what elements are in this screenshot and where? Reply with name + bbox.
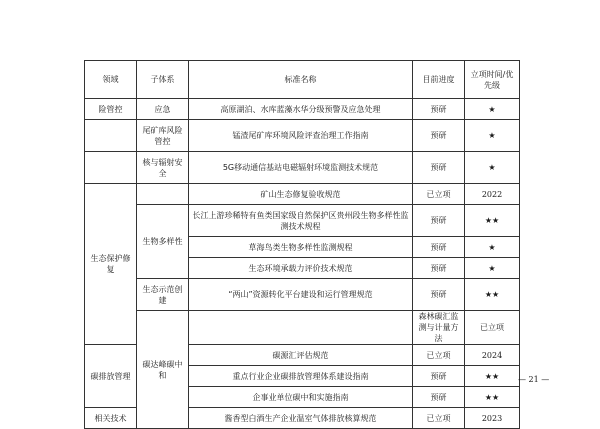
header-domain: 领域: [85, 61, 137, 99]
priority-cell: 2023: [465, 408, 520, 429]
header-standard-name: 标准名称: [189, 61, 413, 99]
domain-cell: 生态保护修复: [85, 184, 137, 345]
progress-cell: 预研: [413, 120, 465, 152]
priority-cell: ★★: [465, 279, 520, 311]
header-priority: 立项时间/优先级: [465, 61, 520, 99]
progress-cell: 预研: [413, 99, 465, 120]
table-row: [85, 205, 520, 237]
standard-name-cell: “两山”资源转化平台建设和运行管理规范: [189, 279, 413, 311]
priority-cell: ★★: [465, 387, 520, 408]
standard-name-cell: 矿山生态修复验收规范: [189, 184, 413, 205]
table-row: [85, 152, 520, 184]
priority-cell: ★: [465, 152, 520, 184]
standard-name-cell: 锰渣尾矿库环境风险评查治理工作指南: [189, 120, 413, 152]
progress-cell: 已立项: [413, 184, 465, 205]
priority-cell: 2024: [465, 345, 520, 366]
standard-name-cell: 酱香型白酒生产企业温室气体排放核算规范: [189, 408, 413, 429]
page-number: — 21 —: [518, 375, 550, 384]
subsystem-cell: 生物多样性: [137, 205, 189, 279]
subsystem-cell: 生态示范创建: [137, 279, 189, 311]
standard-name-cell: 企事业单位碳中和实施指南: [189, 387, 413, 408]
progress-cell: 预研: [413, 258, 465, 279]
progress-cell: 预研: [413, 366, 465, 387]
table-header-row: [85, 61, 520, 99]
subsystem-cell: 应急: [137, 99, 189, 120]
standard-name-cell: 森林碳汇监测与计量方法: [413, 311, 465, 345]
domain-cell-empty: [85, 152, 137, 184]
standard-name-cell: 生态环境承载力评价技术规范: [189, 258, 413, 279]
subsystem-cell: 核与辐射安全: [137, 152, 189, 184]
progress-cell: 预研: [413, 387, 465, 408]
subsystem-cell: 尾矿库风险管控: [137, 120, 189, 152]
standard-name-cell: 长江上游珍稀特有鱼类国家级自然保护区贵州段生物多样性监测技术规程: [189, 205, 413, 237]
progress-cell: 预研: [413, 279, 465, 311]
table-row: [85, 120, 520, 152]
priority-cell: ★: [465, 258, 520, 279]
standards-table: [84, 60, 520, 429]
progress-cell: 已立项: [413, 345, 465, 366]
progress-cell: 已立项: [465, 311, 520, 345]
domain-cell: 险管控: [85, 99, 137, 120]
priority-cell: ★★: [465, 205, 520, 237]
subsystem-cell-empty: [137, 184, 189, 205]
table-row: [85, 184, 520, 205]
progress-cell: 预研: [413, 205, 465, 237]
standard-name-cell: 高原湖泊、水库蓝藻水华分级预警及应急处理: [189, 99, 413, 120]
header-progress: 目前进度: [413, 61, 465, 99]
progress-cell: 预研: [413, 152, 465, 184]
priority-cell: ★: [465, 237, 520, 258]
table-row: [85, 311, 520, 345]
subsystem-cell-empty: [189, 311, 413, 345]
standard-name-cell: 5G移动通信基站电磁辐射环境监测技术规范: [189, 152, 413, 184]
standard-name-cell: 碳源汇评估规范: [189, 345, 413, 366]
subsystem-cell: 相关技术: [85, 408, 137, 429]
subsystem-cell: 碳排放管理: [85, 345, 137, 408]
standard-name-cell: 重点行业企业碳排放管理体系建设指南: [189, 366, 413, 387]
progress-cell: 预研: [413, 237, 465, 258]
priority-cell: ★: [465, 120, 520, 152]
standard-name-cell: 草海鸟类生物多样性监测规程: [189, 237, 413, 258]
domain-cell-empty: [85, 120, 137, 152]
priority-cell: ★★: [465, 366, 520, 387]
priority-cell: ★: [465, 99, 520, 120]
domain-cell: 碳达峰碳中和: [137, 311, 189, 429]
progress-cell: 已立项: [413, 408, 465, 429]
priority-cell: 2022: [465, 184, 520, 205]
table-row: [85, 99, 520, 120]
header-subsystem: 子体系: [137, 61, 189, 99]
table-row: [85, 279, 520, 311]
